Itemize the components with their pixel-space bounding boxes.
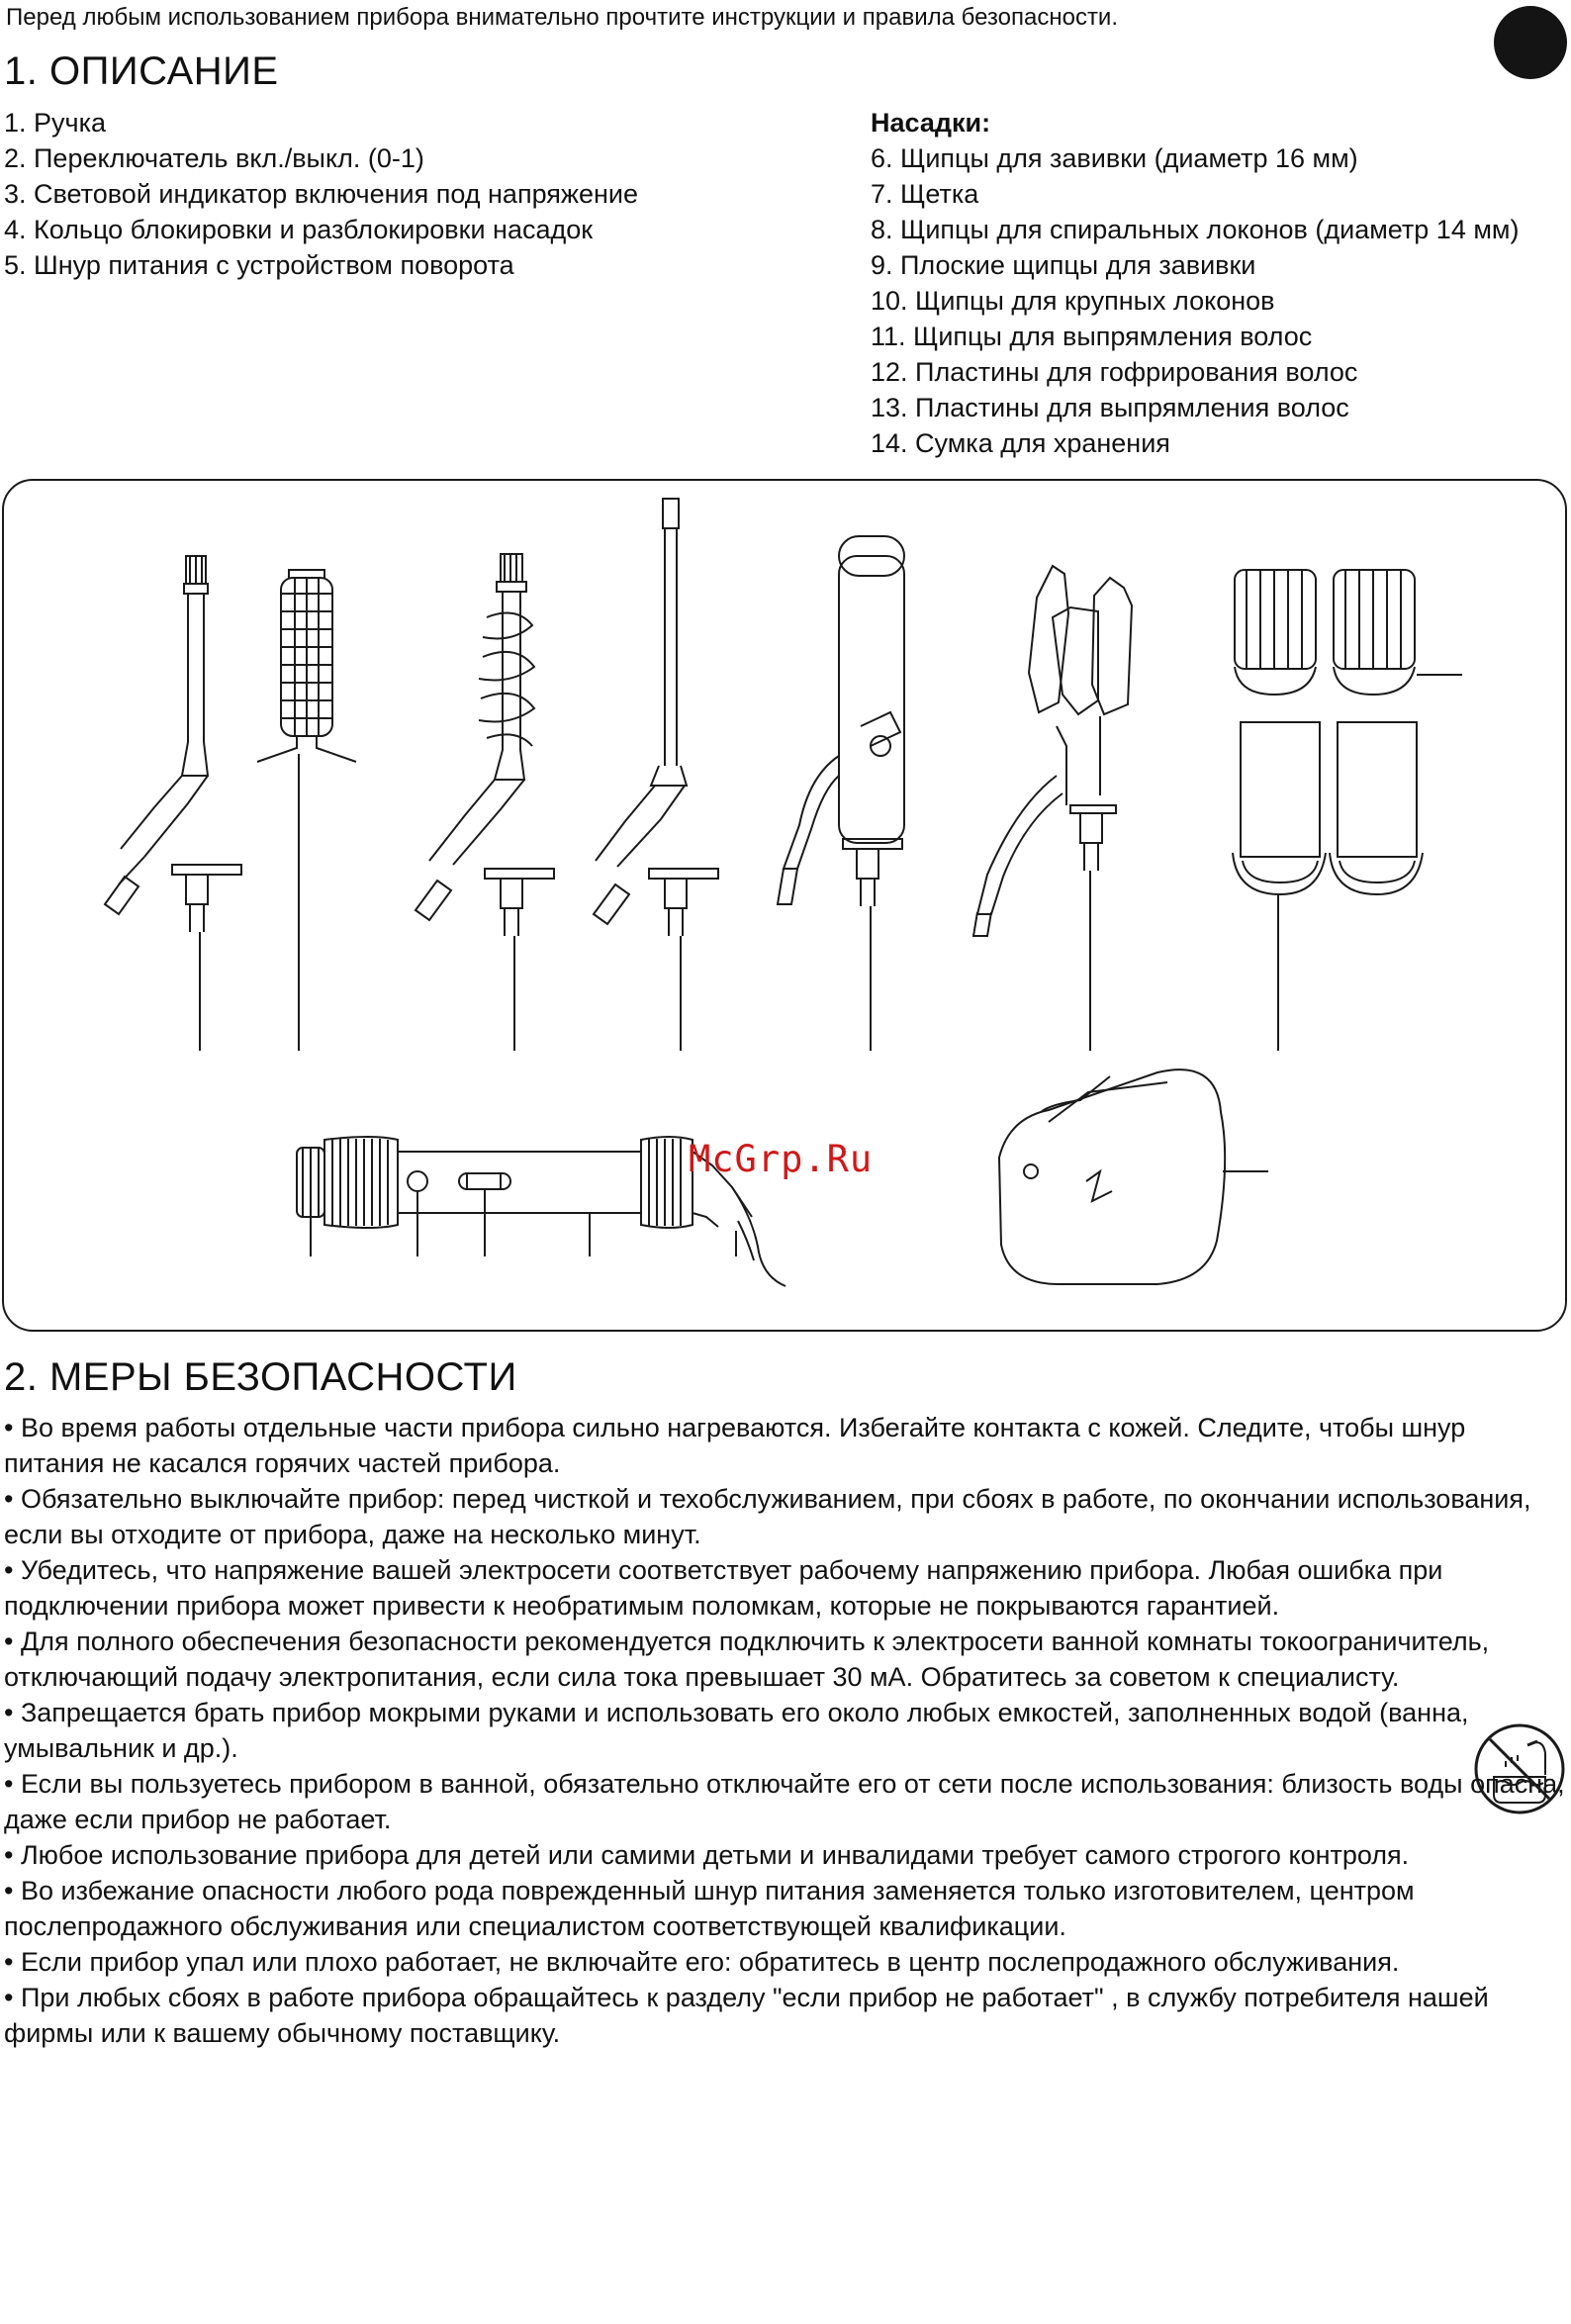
list-item: 7. Щетка xyxy=(871,179,979,209)
list-item: 11. Щипцы для выпрямления волос xyxy=(871,322,1313,351)
list-item: 5. Шнур питания с устройством поворота xyxy=(4,250,514,280)
list-item: • Во время работы отдельные части прибора сильно нагреваются. Избегайте контакта с кожей. Следите, чтобы шнур питания не касался горячих частей прибора. xyxy=(4,1413,1466,1478)
attachments-heading: Насадки: xyxy=(871,108,991,138)
parts-list xyxy=(4,105,638,283)
list-item: • Если прибор упал или плохо работает, не включайте его: обратитесь в центр послепродажного обслуживания. xyxy=(4,1947,1400,1977)
product-diagram xyxy=(2,479,1567,1332)
list-item: • Любое использование прибора для детей или самими детьми и инвалидами требует самого строгого контроля. xyxy=(4,1840,1410,1870)
straightening-plates-illustration xyxy=(1233,722,1423,1051)
list-item: 13. Пластины для выпрямления волос xyxy=(871,393,1349,422)
brush-illustration xyxy=(257,570,356,1051)
intro-text: Перед любым использованием прибора внимательно прочтите инструкции и правила безопасности. xyxy=(6,4,1119,31)
section-1-title: 1. ОПИСАНИЕ xyxy=(4,49,279,93)
watermark: McGrp.Ru xyxy=(689,1138,874,1180)
attachments-list xyxy=(871,105,1519,461)
language-marker-icon xyxy=(1494,6,1567,79)
crimping-plates-illustration xyxy=(1235,570,1462,695)
list-item: 9. Плоские щипцы для завивки xyxy=(871,250,1256,280)
list-item: • Обязательно выключайте прибор: перед чисткой и техобслуживанием, при сбоях в работе, по окончании использования, если вы отходите от прибора, даже на несколько минут. xyxy=(4,1484,1531,1549)
list-item: 14. Сумка для хранения xyxy=(871,428,1170,458)
large-curl-tongs-illustration xyxy=(778,536,904,1051)
list-item: 3. Световой индикатор включения под напряжение xyxy=(4,179,638,209)
straightener-illustration xyxy=(973,566,1132,1051)
list-item: • Во избежание опасности любого рода поврежденный шнур питания заменяется только изготовителем, центром послепродажного обслуживания или специалистом соответствующей квалификации. xyxy=(4,1876,1415,1941)
list-item: • При любых сбоях в работе прибора обращайтесь к разделу "если прибор не работает" , в службу потребителя нашей фирмы или к вашему обычному поставщику. xyxy=(4,1983,1489,2048)
list-item: • Если вы пользуетесь прибором в ванной, обязательно отключайте его от сети после использования: близость воды опасна, даже если прибор не работает. xyxy=(4,1769,1565,1834)
list-item: 10. Щипцы для крупных локонов xyxy=(871,286,1275,316)
list-item: • Убедитесь, что напряжение вашей электросети соответствует рабочему напряжению прибора. Любая ошибка при подключении прибора может привести к необратимым поломкам, которые не покрываются гарантией. xyxy=(4,1555,1443,1621)
list-item: 2. Переключатель вкл./выкл. (0-1) xyxy=(4,143,424,173)
storage-bag-illustration xyxy=(999,1069,1268,1284)
list-item: 6. Щипцы для завивки (диаметр 16 мм) xyxy=(871,143,1358,173)
flat-tongs-illustration xyxy=(594,499,718,1051)
spiral-tongs-illustration xyxy=(416,554,554,1051)
list-item: 8. Щипцы для спиральных локонов (диаметр 14 мм) xyxy=(871,215,1520,244)
safety-text xyxy=(4,1410,1567,2051)
list-item: 4. Кольцо блокировки и разблокировки насадок xyxy=(4,215,594,244)
list-item: 12. Пластины для гофрирования волос xyxy=(871,357,1358,387)
list-item: 1. Ручка xyxy=(4,108,107,138)
section-2-title: 2. МЕРЫ БЕЗОПАСНОСТИ xyxy=(4,1355,517,1399)
list-item: • Запрещается брать прибор мокрыми руками и использовать его около любых емкостей, заполненных водой (ванна, умывальник и др.). xyxy=(4,1698,1469,1763)
no-shower-warning-icon xyxy=(1472,1721,1567,1816)
curling-tongs-illustration xyxy=(105,556,241,1051)
list-item: • Для полного обеспечения безопасности рекомендуется подключить к электросети ванной комнаты токоограничитель, отключающий подачу электропитания, если сила тока превышает 30 мА. Обратитесь за советом к специалисту. xyxy=(4,1627,1490,1692)
